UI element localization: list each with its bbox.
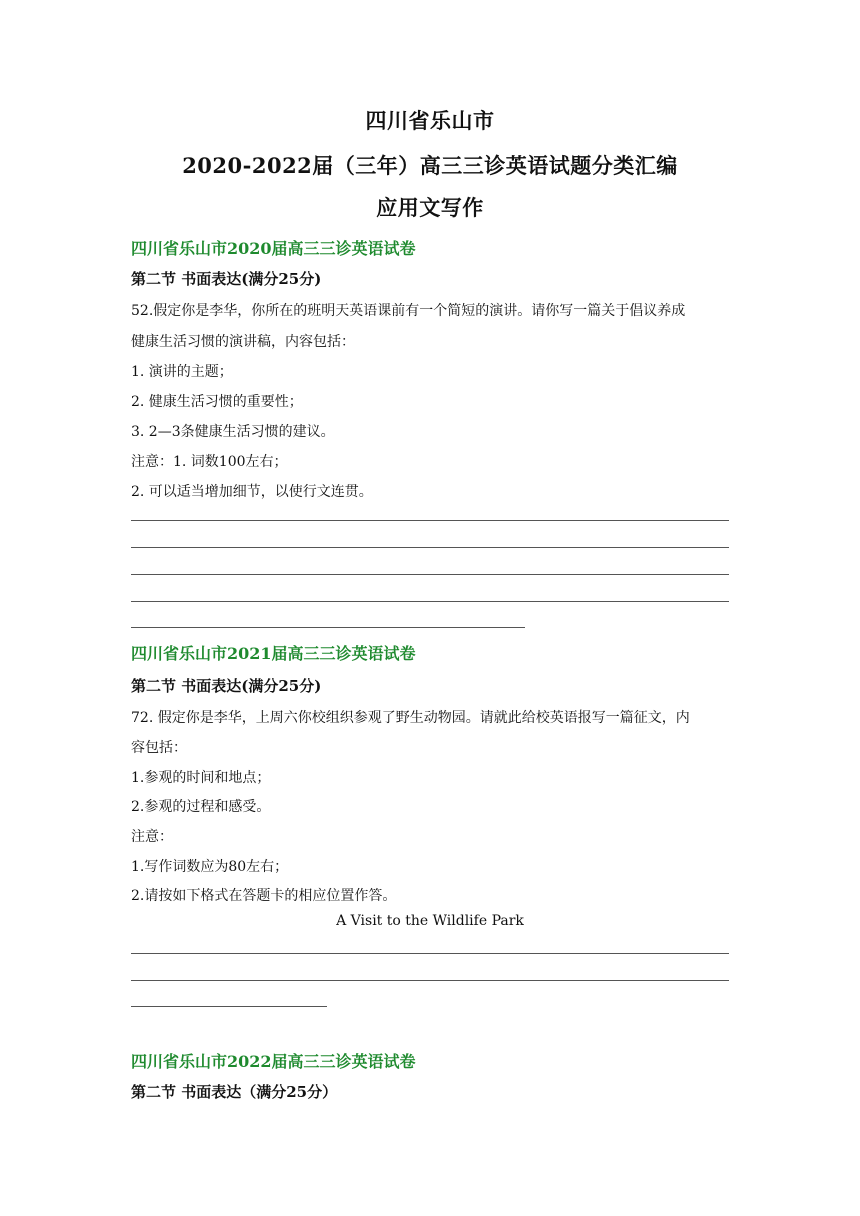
prompt-2020-line1: 52.假定你是李华，你所在的班明天英语课前有一个简短的演讲。请你写一篇关于倡议养成 [131, 303, 686, 319]
point-2020-3: 3. 2—3条健康生活习惯的建议。 [131, 424, 335, 440]
subheading-2022: 第二节 书面表达（满分25分） [131, 1083, 338, 1101]
document-title-series: 2020-2022届（三年）高三三诊英语试题分类汇编 [182, 153, 678, 178]
answer-line [131, 980, 729, 981]
point-2020-2: 2. 健康生活习惯的重要性； [131, 394, 303, 410]
answer-line [131, 1006, 327, 1007]
answer-line [131, 627, 525, 628]
note-2020-2: 2. 可以适当增加细节，以使行文连贯。 [131, 484, 373, 500]
note-2021-2: 2.请按如下格式在答题卡的相应位置作答。 [131, 888, 397, 904]
document-title-region: 四川省乐山市 [365, 108, 495, 133]
answer-line [131, 574, 729, 575]
note-2021-1: 1.写作词数应为80左右； [131, 859, 289, 875]
section-heading-2020: 四川省乐山市2020届高三三诊英语试卷 [131, 239, 416, 258]
answer-line [131, 520, 729, 521]
note-label-2021: 注意： [131, 829, 173, 845]
essay-title-2021: A Visit to the Wildlife Park [336, 913, 524, 929]
point-2021-2: 2.参观的过程和感受。 [131, 799, 271, 815]
document-title-topic: 应用文写作 [376, 195, 484, 220]
section-heading-2021: 四川省乐山市2021届高三三诊英语试卷 [131, 644, 416, 663]
note-2020-1: 注意：1. 词数100左右； [131, 454, 288, 470]
prompt-2020-line2: 健康生活习惯的演讲稿，内容包括： [131, 334, 355, 350]
answer-line [131, 547, 729, 548]
prompt-2021-line2: 容包括： [131, 740, 187, 756]
answer-line [131, 953, 729, 954]
subheading-2020: 第二节 书面表达(满分25分) [131, 270, 322, 288]
prompt-2021-line1: 72. 假定你是李华，上周六你校组织参观了野生动物园。请就此给校英语报写一篇征文，内 [131, 710, 690, 726]
subheading-2021: 第二节 书面表达(满分25分) [131, 677, 322, 695]
point-2021-1: 1.参观的时间和地点； [131, 770, 271, 786]
point-2020-1: 1. 演讲的主题； [131, 364, 233, 380]
answer-line [131, 601, 729, 602]
section-heading-2022: 四川省乐山市2022届高三三诊英语试卷 [131, 1052, 416, 1071]
